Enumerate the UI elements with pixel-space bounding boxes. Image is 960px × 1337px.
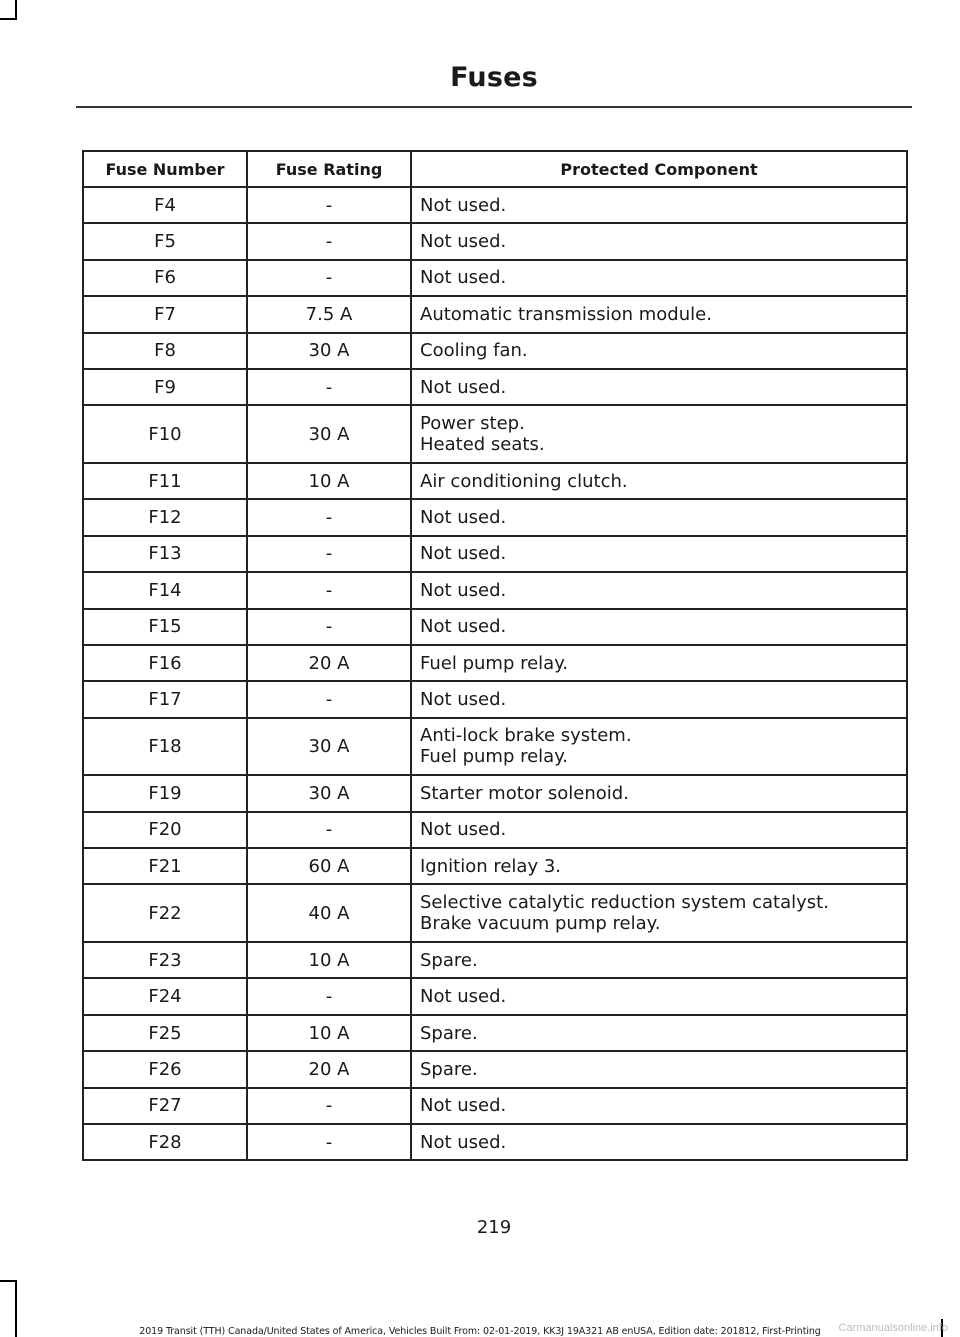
crop-mark-top-left-horizontal xyxy=(0,18,17,20)
protected-component-text: Not used. xyxy=(420,1131,507,1153)
protected-component-text: Not used. xyxy=(420,376,507,398)
section-title: Fuses xyxy=(450,62,538,93)
protected-component-text: Power step. xyxy=(420,413,525,435)
table-row xyxy=(83,260,907,296)
protected-component-text: Not used. xyxy=(420,543,507,565)
fuse-number-cell: F8 xyxy=(83,333,247,369)
protected-component-cell xyxy=(411,1124,907,1160)
protected-component-text: Spare. xyxy=(420,1058,478,1080)
protected-component-cell xyxy=(411,223,907,259)
fuse-number-cell: F28 xyxy=(83,1124,247,1160)
table-row xyxy=(83,1124,907,1160)
fuse-rating-cell: - xyxy=(247,369,411,405)
table-row xyxy=(83,718,907,776)
fuse-number-cell: F25 xyxy=(83,1015,247,1051)
header-rule xyxy=(76,106,912,108)
table-row xyxy=(83,645,907,681)
protected-component-cell xyxy=(411,1051,907,1087)
protected-component-cell xyxy=(411,681,907,717)
fuse-number-cell: F10 xyxy=(83,405,247,463)
protected-component-cell xyxy=(411,260,907,296)
protected-component-text: Not used. xyxy=(420,267,507,289)
protected-component-text: Anti-lock brake system. xyxy=(420,725,632,747)
fuse-number-cell: F22 xyxy=(83,884,247,942)
protected-component-cell xyxy=(411,609,907,645)
protected-component-cell xyxy=(411,296,907,332)
protected-component-text: Spare. xyxy=(420,949,478,971)
table-row xyxy=(83,369,907,405)
fuse-rating-cell: 40 A xyxy=(247,884,411,942)
table-row xyxy=(83,296,907,332)
fuse-rating-cell: 10 A xyxy=(247,463,411,499)
protected-component-cell xyxy=(411,187,907,223)
table-row xyxy=(83,609,907,645)
fuse-rating-cell: - xyxy=(247,978,411,1014)
fuse-number-cell: F23 xyxy=(83,942,247,978)
table-row xyxy=(83,942,907,978)
fuse-rating-cell: - xyxy=(247,187,411,223)
fuse-number-cell: F9 xyxy=(83,369,247,405)
fuse-rating-cell: - xyxy=(247,681,411,717)
protected-component-cell xyxy=(411,848,907,884)
protected-component-text: Ignition relay 3. xyxy=(420,855,562,877)
protected-component-text: Not used. xyxy=(420,194,507,216)
fuse-number-cell: F7 xyxy=(83,296,247,332)
fuse-number-cell: F14 xyxy=(83,572,247,608)
protected-component-cell xyxy=(411,812,907,848)
table-row xyxy=(83,812,907,848)
fuse-rating-cell: 30 A xyxy=(247,405,411,463)
fuse-number-cell: F19 xyxy=(83,775,247,811)
table-row xyxy=(83,405,907,463)
fuse-rating-cell: - xyxy=(247,499,411,535)
crop-mark-top-left-vertical xyxy=(15,0,17,20)
protected-component-text: Not used. xyxy=(420,986,507,1008)
protected-component-text: Air conditioning clutch. xyxy=(420,470,628,492)
table-row xyxy=(83,978,907,1014)
protected-component-cell xyxy=(411,1088,907,1124)
protected-component-text: Not used. xyxy=(420,579,507,601)
table-row xyxy=(83,1051,907,1087)
protected-component-text: Not used. xyxy=(420,819,507,841)
table-row xyxy=(83,884,907,942)
protected-component-cell xyxy=(411,333,907,369)
fuse-number-cell: F26 xyxy=(83,1051,247,1087)
fuse-number-cell: F13 xyxy=(83,536,247,572)
column-header-protected-component: Protected Component xyxy=(411,151,907,187)
watermark: Carmanualsonline.info xyxy=(838,1322,948,1334)
column-header-fuse-rating: Fuse Rating xyxy=(247,151,411,187)
fuse-number-cell: F17 xyxy=(83,681,247,717)
fuse-rating-cell: 10 A xyxy=(247,1015,411,1051)
fuse-rating-cell: 20 A xyxy=(247,645,411,681)
fuse-rating-cell: 20 A xyxy=(247,1051,411,1087)
table-row xyxy=(83,572,907,608)
fuse-number-cell: F4 xyxy=(83,187,247,223)
protected-component-text: Heated seats. xyxy=(420,434,545,456)
edition-footer: 2019 Transit (TTH) Canada/United States of America, Vehicles Built From: 02-01-2019, KK3J 19A321 AB enUSA, Edition date: 201812, First-Printing xyxy=(139,1326,821,1337)
protected-component-cell xyxy=(411,369,907,405)
fuse-rating-cell: - xyxy=(247,223,411,259)
table-row xyxy=(83,775,907,811)
protected-component-text: Selective catalytic reduction system catalyst. xyxy=(420,892,829,914)
fuse-table-body xyxy=(83,187,907,1160)
table-row xyxy=(83,499,907,535)
fuse-rating-cell: 60 A xyxy=(247,848,411,884)
fuse-number-cell: F21 xyxy=(83,848,247,884)
fuse-number-cell: F6 xyxy=(83,260,247,296)
fuse-number-cell: F18 xyxy=(83,718,247,776)
table-row xyxy=(83,333,907,369)
protected-component-cell xyxy=(411,405,907,463)
table-row xyxy=(83,848,907,884)
protected-component-text: Fuel pump relay. xyxy=(420,652,569,674)
fuse-rating-cell: - xyxy=(247,572,411,608)
fuse-number-cell: F24 xyxy=(83,978,247,1014)
protected-component-text: Not used. xyxy=(420,616,507,638)
fuse-rating-cell: 10 A xyxy=(247,942,411,978)
fuse-rating-cell: - xyxy=(247,812,411,848)
table-row xyxy=(83,536,907,572)
fuse-rating-cell: 30 A xyxy=(247,718,411,776)
fuse-number-cell: F5 xyxy=(83,223,247,259)
table-row xyxy=(83,1015,907,1051)
protected-component-cell xyxy=(411,884,907,942)
protected-component-text: Cooling fan. xyxy=(420,340,528,362)
protected-component-text: Not used. xyxy=(420,507,507,529)
protected-component-cell xyxy=(411,718,907,776)
protected-component-cell xyxy=(411,499,907,535)
table-row xyxy=(83,223,907,259)
fuse-number-cell: F11 xyxy=(83,463,247,499)
protected-component-cell xyxy=(411,942,907,978)
fuse-rating-cell: - xyxy=(247,609,411,645)
protected-component-text: Not used. xyxy=(420,688,507,710)
fuse-rating-cell: 7.5 A xyxy=(247,296,411,332)
table-row xyxy=(83,463,907,499)
table-row xyxy=(83,1088,907,1124)
fuse-rating-cell: - xyxy=(247,1124,411,1160)
protected-component-cell xyxy=(411,536,907,572)
protected-component-text: Not used. xyxy=(420,231,507,253)
protected-component-text: Brake vacuum pump relay. xyxy=(420,913,661,935)
page-number: 219 xyxy=(476,1217,512,1238)
protected-component-text: Spare. xyxy=(420,1022,478,1044)
fuse-number-cell: F15 xyxy=(83,609,247,645)
protected-component-text: Automatic transmission module. xyxy=(420,303,712,325)
fuse-rating-cell: - xyxy=(247,536,411,572)
protected-component-text: Starter motor solenoid. xyxy=(420,782,629,804)
table-header-row xyxy=(83,151,907,187)
protected-component-text: Fuel pump relay. xyxy=(420,746,569,768)
protected-component-cell xyxy=(411,645,907,681)
fuse-rating-cell: 30 A xyxy=(247,775,411,811)
fuse-number-cell: F16 xyxy=(83,645,247,681)
protected-component-cell xyxy=(411,775,907,811)
crop-mark-bottom-left-horizontal xyxy=(0,1280,17,1282)
fuse-table xyxy=(82,150,908,1161)
table-row xyxy=(83,187,907,223)
protected-component-cell xyxy=(411,572,907,608)
protected-component-cell xyxy=(411,978,907,1014)
fuse-rating-cell: - xyxy=(247,1088,411,1124)
fuse-rating-cell: - xyxy=(247,260,411,296)
fuse-number-cell: F20 xyxy=(83,812,247,848)
protected-component-text: Not used. xyxy=(420,1095,507,1117)
fuse-number-cell: F27 xyxy=(83,1088,247,1124)
fuse-number-cell: F12 xyxy=(83,499,247,535)
table-row xyxy=(83,681,907,717)
protected-component-cell xyxy=(411,1015,907,1051)
fuse-rating-cell: 30 A xyxy=(247,333,411,369)
protected-component-cell xyxy=(411,463,907,499)
column-header-fuse-number: Fuse Number xyxy=(83,151,247,187)
